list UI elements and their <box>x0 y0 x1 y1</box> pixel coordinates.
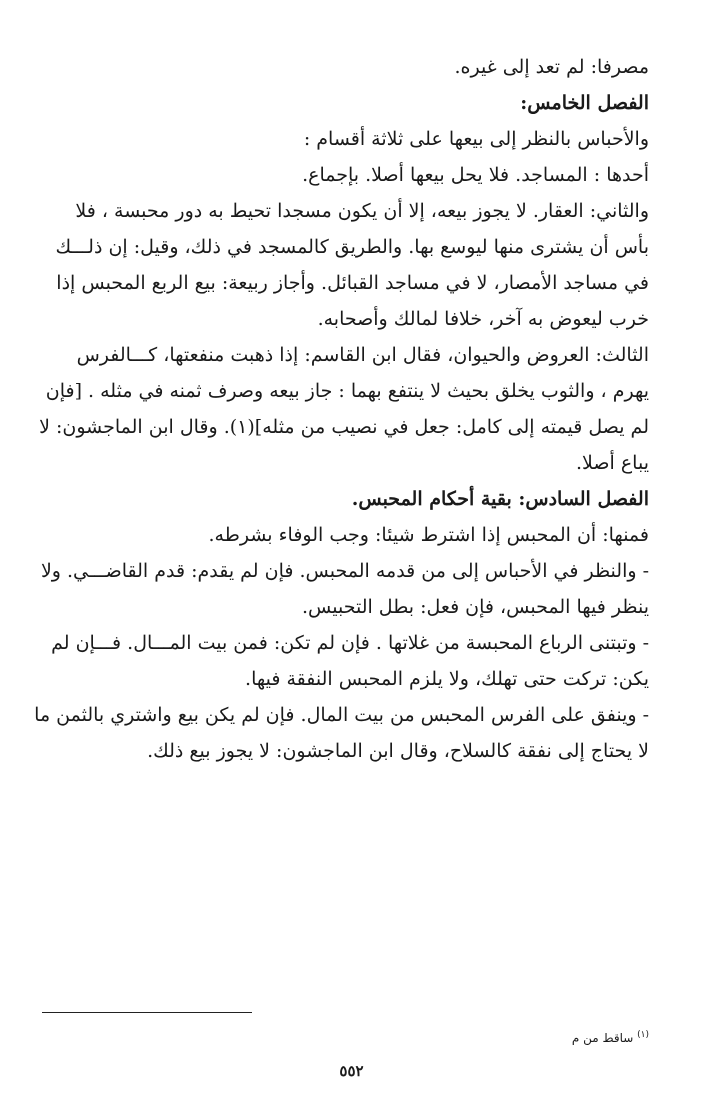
text-line: والثاني: العقار. لا يجوز بيعه، إلا أن يكون مسجدا تحيط به دور محبسة ، فلا <box>75 200 649 222</box>
section-heading-fifth: الفصل الخامس: <box>520 92 649 114</box>
text-line: في مساجد الأمصار، لا في مساجد القبائل. وأجاز ربيعة: بيع الربع المحبس إذا <box>56 272 649 294</box>
footnote-divider <box>42 1012 252 1013</box>
text-line: أحدها : المساجد. فلا يحل بيعها أصلا. بإجماع. <box>302 164 649 186</box>
text-line: والأحباس بالنظر إلى بيعها على ثلاثة أقسام : <box>303 128 649 150</box>
text-line: - والنظر في الأحباس إلى من قدمه المحبس. فإن لم يقدم: قدم القاضـــي. ولا <box>40 560 649 582</box>
text-line: - وينفق على الفرس المحبس من بيت المال. فإن لم يكن بيع واشتري بالثمن ما <box>34 704 649 726</box>
text-line: مصرفا: لم تعد إلى غيره. <box>454 56 649 78</box>
page-number: ٥٥٢ <box>339 1062 364 1080</box>
text-line: بأس أن يشترى منها ليوسع بها. والطريق كالمسجد في ذلك، وقيل: إن ذلـــك <box>55 236 649 258</box>
section-heading-sixth: الفصل السادس: بقية أحكام المحبس. <box>351 488 649 510</box>
text-line: خرب ليعوض به آخر، خلافا لمالك وأصحابه. <box>317 308 649 330</box>
text-line: يباع أصلا. <box>576 452 649 474</box>
text-line: لا يحتاج إلى نفقة كالسلاح، وقال ابن الماجشون: لا يجوز بيع ذلك. <box>147 740 649 762</box>
footnote <box>572 1030 649 1045</box>
text-line: يكن: تركت حتى تهلك، ولا يلزم المحبس النفقة فيها. <box>245 668 649 690</box>
text-line: يهرم ، والثوب يخلق بحيث لا ينتفع بهما : جاز بيعه وصرف ثمنه في مثله . [فإن <box>45 380 649 402</box>
text-line: لم يصل قيمته إلى كامل: جعل في نصيب من مثله](١). وقال ابن الماجشون: لا <box>39 416 649 438</box>
text-line: ينظر فيها المحبس، فإن فعل: بطل التحبيس. <box>301 596 649 618</box>
text-line: الثالث: العروض والحيوان، فقال ابن القاسم: إذا ذهبت منفعتها، كـــالفرس <box>76 344 649 366</box>
footnote-marker: (١) <box>637 1030 649 1040</box>
footnote-text: ساقط من م <box>571 1031 634 1045</box>
page-body <box>34 52 649 772</box>
text-line: فمنها: أن المحبس إذا اشترط شيئا: وجب الوفاء بشرطه. <box>208 524 649 546</box>
text-line: - وتبتنى الرباع المحبسة من غلاتها . فإن لم تكن: فمن بيت المـــال. فـــإن لم <box>51 632 649 654</box>
